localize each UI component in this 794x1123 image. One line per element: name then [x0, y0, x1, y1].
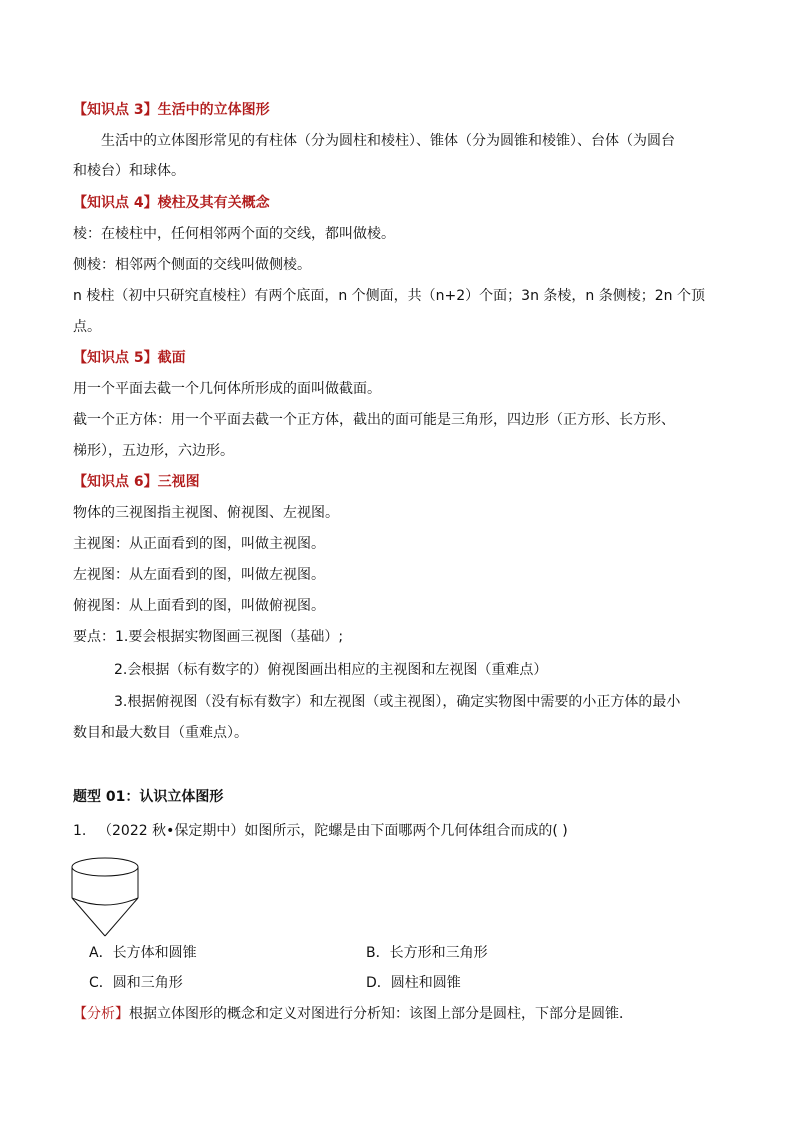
option-c: C．圆和三角形 — [89, 975, 183, 991]
kp6-point3: 3.根据俯视图（没有标有数字）和左视图（或主视图），确定实物图中需要的小正方体的最小 — [114, 694, 681, 710]
analysis-text: 根据立体图形的概念和定义对图进行分析知：该图上部分是圆柱，下部分是圆锥． — [129, 1006, 633, 1022]
kp5-line3: 梯形），五边形，六边形。 — [73, 443, 234, 459]
section-title: 题型 01：认识立体图形 — [73, 789, 224, 805]
analysis-line — [73, 1004, 633, 1024]
analysis-label: 【分析】 — [73, 1006, 129, 1022]
kp6-point1: 要点：1.要会根据实物图画三视图（基础）; — [73, 629, 344, 645]
kp4-line4: 点。 — [73, 319, 101, 335]
option-d: D．圆柱和圆锥 — [366, 975, 461, 991]
spinning-top-figure — [70, 856, 142, 938]
kp4-line3: n 棱柱（初中只研究直棱柱）有两个底面，n 个侧面，共（n+2）个面；3n 条棱，n 条侧棱；2n 个顶 — [73, 288, 705, 304]
kp5-line2: 截一个正方体：用一个平面去截一个正方体，截出的面可能是三角形，四边形（正方形、长方形、 — [73, 412, 675, 428]
kp4-line2: 侧棱：相邻两个侧面的交线叫做侧棱。 — [73, 257, 311, 273]
kp5-line1: 用一个平面去截一个几何体所形成的面叫做截面。 — [73, 381, 381, 397]
kp4-heading: 【知识点 4】棱柱及其有关概念 — [73, 195, 270, 211]
kp4-line1: 棱：在棱柱中，任何相邻两个面的交线，都叫做棱。 — [73, 226, 395, 242]
question-number: 1. — [73, 823, 87, 839]
option-b: B．长方形和三角形 — [366, 945, 488, 961]
kp5-heading: 【知识点 5】截面 — [73, 350, 186, 366]
kp3-heading: 【知识点 3】生活中的立体图形 — [73, 102, 270, 118]
kp6-point2: 2.会根据（标有数字的）俯视图画出相应的主视图和左视图（重难点） — [114, 662, 548, 678]
question-text: （2022 秋•保定期中）如图所示，陀螺是由下面哪两个几何体组合而成的( ) — [98, 823, 568, 839]
cylinder-top-ellipse — [72, 858, 138, 876]
kp6-line4: 俯视图：从上面看到的图，叫做俯视图。 — [73, 598, 325, 614]
kp6-point3-cont: 数目和最大数目（重难点）。 — [73, 725, 248, 741]
kp3-body-line2: 和棱台）和球体。 — [73, 163, 185, 179]
option-a: A．长方体和圆锥 — [89, 945, 197, 961]
kp6-line2: 主视图：从正面看到的图，叫做主视图。 — [73, 536, 325, 552]
cylinder-bottom-arc — [72, 898, 138, 905]
kp3-body-line1: 生活中的立体图形常见的有柱体（分为圆柱和棱柱）、锥体（分为圆锥和棱锥）、台体（为圆台 — [101, 133, 675, 149]
kp6-line1: 物体的三视图指主视图、俯视图、左视图。 — [73, 505, 339, 521]
kp6-heading: 【知识点 6】三视图 — [73, 474, 200, 490]
kp6-line3: 左视图：从左面看到的图，叫做左视图。 — [73, 567, 325, 583]
